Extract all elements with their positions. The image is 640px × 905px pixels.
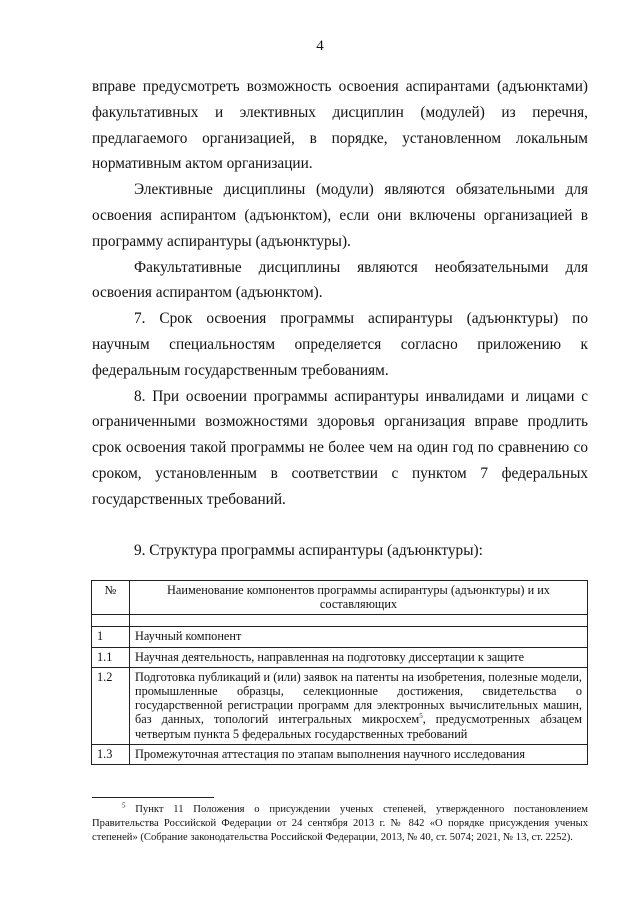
- spacer-cell: [92, 615, 130, 627]
- row-num: 1.1: [92, 647, 130, 667]
- row-text-tail: , предусмотренных абзацем четвертым пункта 5 федеральных государственных требований: [135, 712, 583, 741]
- footnote-divider: [92, 797, 214, 798]
- header-num: №: [92, 581, 130, 615]
- table-row: [92, 667, 588, 744]
- paragraph-item-8: 8. При освоении программы аспирантуры инвалидами и лицами с ограниченными возможностями здоровья организация вправе продлить срок освоения такой программы не более чем на один год по сравнению со сроком, установленным в соответствии с пунктом 7 федеральных государственных требований.: [92, 387, 588, 508]
- paragraph-item-7: 7. Срок освоения программы аспирантуры (адъюнктуры) по научным специальностям определяется согласно приложению к федеральным государственным требованиям.: [92, 310, 588, 379]
- page-number: 4: [316, 38, 324, 54]
- table-header-row: [92, 581, 588, 615]
- table-row: [92, 627, 588, 647]
- row-num: 1.2: [92, 667, 130, 744]
- table-spacer-row: [92, 615, 588, 627]
- table-row: [92, 744, 588, 764]
- spacer-cell: [130, 615, 588, 627]
- footnote-text: Пункт 11 Положения о присуждении ученых степеней, утвержденного постановлением Правительства Российской Федерации от 24 сентября 2013 г. № 842 «О порядке присуждения ученых степеней» (Собрание законодательства Российской Федерации, 2013, № 40, ст. 5074; 2021, № 13, ст. 2252).: [92, 804, 588, 843]
- row-text: Научный компонент: [130, 627, 588, 647]
- row-num: 1: [92, 627, 130, 647]
- section-title: 9. Структура программы аспирантуры (адъюнктуры):: [134, 542, 483, 559]
- header-name: Наименование компонентов программы аспирантуры (адъюнктуры) и их составляющих: [130, 581, 588, 615]
- structure-table: [91, 580, 588, 765]
- table-row: [92, 647, 588, 667]
- footnote-mark: 5: [122, 801, 126, 810]
- row-text: [130, 667, 588, 744]
- footnote: [92, 803, 588, 845]
- paragraph-facultative-disciplines: Факультативные дисциплины являются необязательными для освоения аспирантом (адъюнктом).: [92, 258, 588, 302]
- footnote-ref: 5: [419, 712, 423, 721]
- row-text-main: Подготовка публикаций и (или) заявок на патенты на изобретения, полезные модели, промышленные образцы, селекционные достижения, свидетельства о государственной регистрации программ для электронных вычислительных машин, баз данных, топологий интегральных микросхем: [135, 669, 582, 727]
- row-text: Научная деятельность, направленная на подготовку диссертации к защите: [130, 647, 588, 667]
- document-body: [92, 74, 588, 513]
- row-num: 1.3: [92, 744, 130, 764]
- paragraph-elective-disciplines: Элективные дисциплины (модули) являются обязательными для освоения аспирантом (адъюнктом), если они включены организацией в программу аспирантуры (адъюнктуры).: [92, 181, 588, 250]
- row-text: Промежуточная аттестация по этапам выполнения научного исследования: [130, 744, 588, 764]
- paragraph-optional-disciplines: вправе предусмотреть возможность освоения аспирантами (адъюнктами) факультативных и элективных дисциплин (модулей) из перечня, предлагаемого организацией, в порядке, установленном локальным нормативным актом организации.: [92, 78, 588, 173]
